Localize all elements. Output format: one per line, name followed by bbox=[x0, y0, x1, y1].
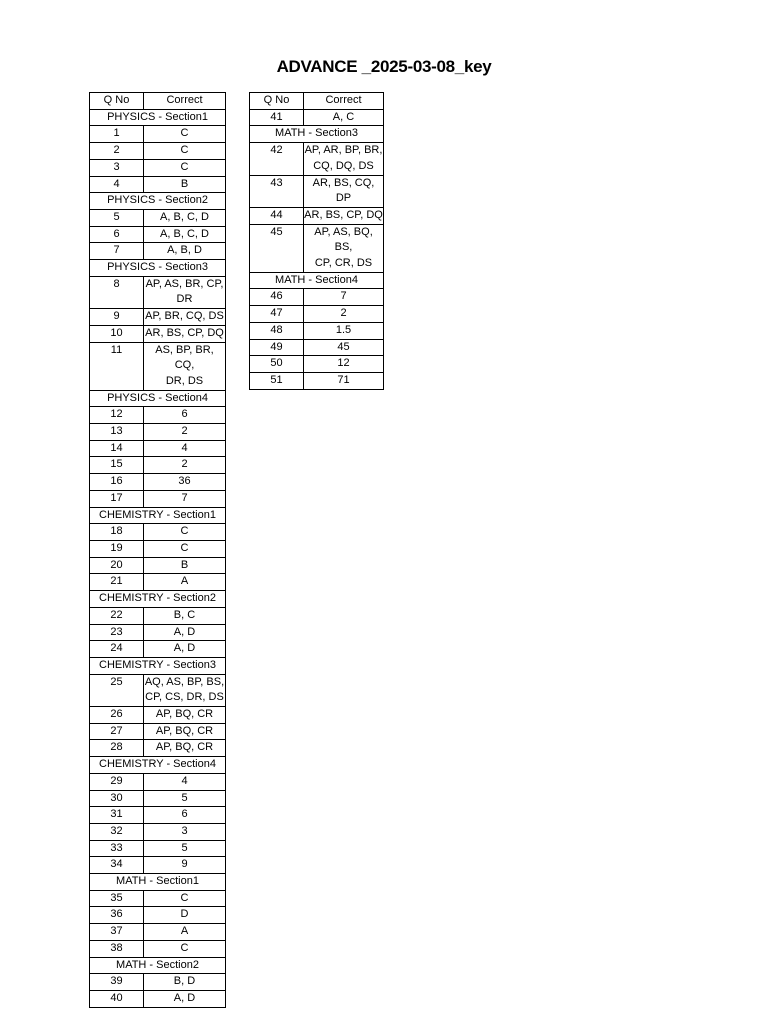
correct-answer: C bbox=[144, 524, 226, 541]
correct-answer: AP, BQ, CR bbox=[144, 740, 226, 757]
question-number: 20 bbox=[90, 557, 144, 574]
question-number: 33 bbox=[90, 840, 144, 857]
question-number: 45 bbox=[250, 224, 304, 272]
section-row bbox=[90, 507, 226, 524]
table-row bbox=[90, 940, 226, 957]
table-row bbox=[90, 490, 226, 507]
correct-answer: C bbox=[144, 126, 226, 143]
table-row bbox=[90, 557, 226, 574]
question-number: 48 bbox=[250, 322, 304, 339]
table-row bbox=[250, 109, 384, 126]
section-row bbox=[90, 957, 226, 974]
correct-answer: 36 bbox=[144, 474, 226, 491]
question-number: 29 bbox=[90, 773, 144, 790]
table-row bbox=[90, 707, 226, 724]
question-number: 13 bbox=[90, 424, 144, 441]
table-row bbox=[90, 126, 226, 143]
correct-answer: A, C bbox=[304, 109, 384, 126]
question-number: 30 bbox=[90, 790, 144, 807]
section-label: MATH - Section1 bbox=[90, 874, 226, 891]
table-row bbox=[90, 641, 226, 658]
table-row bbox=[250, 289, 384, 306]
question-number: 51 bbox=[250, 372, 304, 389]
section-row bbox=[90, 390, 226, 407]
correct-answer: B, D bbox=[144, 974, 226, 991]
question-number: 10 bbox=[90, 325, 144, 342]
section-row bbox=[90, 109, 226, 126]
correct-answer: AP, BR, CQ, DS bbox=[144, 309, 226, 326]
table-row bbox=[250, 322, 384, 339]
correct-answer: 6 bbox=[144, 407, 226, 424]
section-label: CHEMISTRY - Section4 bbox=[90, 757, 226, 774]
question-number: 35 bbox=[90, 890, 144, 907]
question-number: 2 bbox=[90, 143, 144, 160]
correct-answer: 2 bbox=[144, 457, 226, 474]
qno-header: Q No bbox=[250, 93, 304, 110]
question-number: 25 bbox=[90, 674, 144, 706]
table-row bbox=[90, 773, 226, 790]
table-row bbox=[90, 924, 226, 941]
table-row bbox=[250, 175, 384, 207]
correct-answer: AP, AR, BP, BR, CQ, DQ, DS bbox=[304, 143, 384, 175]
table-row bbox=[90, 607, 226, 624]
correct-answer: D bbox=[144, 907, 226, 924]
table-row bbox=[250, 306, 384, 323]
correct-answer: A bbox=[144, 574, 226, 591]
question-number: 16 bbox=[90, 474, 144, 491]
table-row bbox=[250, 224, 384, 272]
table-row bbox=[90, 574, 226, 591]
section-row bbox=[90, 757, 226, 774]
section-label: PHYSICS - Section4 bbox=[90, 390, 226, 407]
answer-key-table-left bbox=[89, 92, 226, 1008]
left-table-body bbox=[90, 109, 226, 1007]
section-row bbox=[90, 260, 226, 277]
question-number: 31 bbox=[90, 807, 144, 824]
correct-answer: 45 bbox=[304, 339, 384, 356]
question-number: 8 bbox=[90, 276, 144, 308]
question-number: 11 bbox=[90, 342, 144, 390]
table-row bbox=[90, 524, 226, 541]
question-number: 9 bbox=[90, 309, 144, 326]
question-number: 40 bbox=[90, 990, 144, 1007]
table-header-row bbox=[90, 93, 226, 110]
question-number: 38 bbox=[90, 940, 144, 957]
table-row bbox=[90, 723, 226, 740]
table-row bbox=[90, 243, 226, 260]
question-number: 27 bbox=[90, 723, 144, 740]
correct-answer: C bbox=[144, 940, 226, 957]
table-row bbox=[90, 740, 226, 757]
section-row bbox=[250, 272, 384, 289]
correct-answer: A, B, D bbox=[144, 243, 226, 260]
correct-answer: A bbox=[144, 924, 226, 941]
correct-answer: AS, BP, BR, CQ, DR, DS bbox=[144, 342, 226, 390]
correct-answer: 5 bbox=[144, 840, 226, 857]
correct-answer: AP, BQ, CR bbox=[144, 723, 226, 740]
table-row bbox=[90, 674, 226, 706]
qno-header: Q No bbox=[90, 93, 144, 110]
table-row bbox=[250, 339, 384, 356]
correct-header: Correct bbox=[304, 93, 384, 110]
section-label: CHEMISTRY - Section3 bbox=[90, 657, 226, 674]
table-row bbox=[90, 407, 226, 424]
correct-answer: 4 bbox=[144, 440, 226, 457]
table-row bbox=[90, 226, 226, 243]
answer-key-table-right bbox=[249, 92, 384, 390]
correct-answer: AR, BS, CP, DQ bbox=[144, 325, 226, 342]
table-row bbox=[90, 907, 226, 924]
question-number: 17 bbox=[90, 490, 144, 507]
table-row bbox=[90, 890, 226, 907]
table-row bbox=[90, 807, 226, 824]
correct-answer: 7 bbox=[144, 490, 226, 507]
correct-answer: 7 bbox=[304, 289, 384, 306]
table-row bbox=[90, 624, 226, 641]
correct-answer: 71 bbox=[304, 372, 384, 389]
correct-answer: 2 bbox=[144, 424, 226, 441]
correct-answer: A, B, C, D bbox=[144, 226, 226, 243]
question-number: 43 bbox=[250, 175, 304, 207]
section-label: PHYSICS - Section3 bbox=[90, 260, 226, 277]
correct-answer: AQ, AS, BP, BS, CP, CS, DR, DS bbox=[144, 674, 226, 706]
correct-answer: C bbox=[144, 143, 226, 160]
table-row bbox=[90, 309, 226, 326]
section-label: MATH - Section2 bbox=[90, 957, 226, 974]
question-number: 41 bbox=[250, 109, 304, 126]
question-number: 3 bbox=[90, 159, 144, 176]
section-label: MATH - Section3 bbox=[250, 126, 384, 143]
question-number: 4 bbox=[90, 176, 144, 193]
table-row bbox=[90, 974, 226, 991]
correct-answer: 12 bbox=[304, 356, 384, 373]
table-row bbox=[90, 176, 226, 193]
question-number: 12 bbox=[90, 407, 144, 424]
correct-header: Correct bbox=[144, 93, 226, 110]
correct-answer: B bbox=[144, 557, 226, 574]
section-row bbox=[90, 657, 226, 674]
question-number: 49 bbox=[250, 339, 304, 356]
section-row bbox=[90, 193, 226, 210]
table-row bbox=[90, 840, 226, 857]
table-row bbox=[90, 857, 226, 874]
correct-answer: AP, AS, BR, CP, DR bbox=[144, 276, 226, 308]
table-row bbox=[250, 356, 384, 373]
section-label: CHEMISTRY - Section1 bbox=[90, 507, 226, 524]
table-row bbox=[90, 342, 226, 390]
correct-answer: AP, BQ, CR bbox=[144, 707, 226, 724]
question-number: 37 bbox=[90, 924, 144, 941]
table-row bbox=[90, 325, 226, 342]
table-row bbox=[90, 159, 226, 176]
section-label: PHYSICS - Section1 bbox=[90, 109, 226, 126]
table-row bbox=[250, 372, 384, 389]
section-row bbox=[250, 126, 384, 143]
question-number: 23 bbox=[90, 624, 144, 641]
table-row bbox=[90, 209, 226, 226]
table-row bbox=[250, 207, 384, 224]
correct-answer: AR, BS, CP, DQ bbox=[304, 207, 384, 224]
question-number: 22 bbox=[90, 607, 144, 624]
table-row bbox=[90, 424, 226, 441]
correct-answer: AR, BS, CQ, DP bbox=[304, 175, 384, 207]
question-number: 26 bbox=[90, 707, 144, 724]
question-number: 34 bbox=[90, 857, 144, 874]
page-title: ADVANCE _2025-03-08_key bbox=[276, 57, 492, 76]
table-row bbox=[90, 440, 226, 457]
question-number: 24 bbox=[90, 641, 144, 658]
correct-answer: 5 bbox=[144, 790, 226, 807]
question-number: 21 bbox=[90, 574, 144, 591]
question-number: 39 bbox=[90, 974, 144, 991]
question-number: 19 bbox=[90, 540, 144, 557]
question-number: 42 bbox=[250, 143, 304, 175]
question-number: 46 bbox=[250, 289, 304, 306]
question-number: 36 bbox=[90, 907, 144, 924]
correct-answer: 4 bbox=[144, 773, 226, 790]
table-row bbox=[90, 823, 226, 840]
correct-answer: A, D bbox=[144, 990, 226, 1007]
table-row bbox=[90, 457, 226, 474]
section-label: PHYSICS - Section2 bbox=[90, 193, 226, 210]
question-number: 32 bbox=[90, 823, 144, 840]
question-number: 47 bbox=[250, 306, 304, 323]
table-row bbox=[90, 143, 226, 160]
correct-answer: A, B, C, D bbox=[144, 209, 226, 226]
question-number: 50 bbox=[250, 356, 304, 373]
question-number: 5 bbox=[90, 209, 144, 226]
correct-answer: 1.5 bbox=[304, 322, 384, 339]
correct-answer: 9 bbox=[144, 857, 226, 874]
table-row bbox=[250, 143, 384, 175]
correct-answer: C bbox=[144, 159, 226, 176]
correct-answer: 6 bbox=[144, 807, 226, 824]
table-row bbox=[90, 990, 226, 1007]
table-row bbox=[90, 276, 226, 308]
table-header-row bbox=[250, 93, 384, 110]
correct-answer: B, C bbox=[144, 607, 226, 624]
right-table-body bbox=[250, 109, 384, 389]
correct-answer: 2 bbox=[304, 306, 384, 323]
section-row bbox=[90, 591, 226, 608]
table-row bbox=[90, 790, 226, 807]
correct-answer: AP, AS, BQ, BS, CP, CR, DS bbox=[304, 224, 384, 272]
question-number: 18 bbox=[90, 524, 144, 541]
correct-answer: C bbox=[144, 540, 226, 557]
question-number: 15 bbox=[90, 457, 144, 474]
question-number: 1 bbox=[90, 126, 144, 143]
correct-answer: 3 bbox=[144, 823, 226, 840]
question-number: 7 bbox=[90, 243, 144, 260]
table-row bbox=[90, 540, 226, 557]
correct-answer: B bbox=[144, 176, 226, 193]
correct-answer: A, D bbox=[144, 641, 226, 658]
section-label: CHEMISTRY - Section2 bbox=[90, 591, 226, 608]
correct-answer: A, D bbox=[144, 624, 226, 641]
correct-answer: C bbox=[144, 890, 226, 907]
section-row bbox=[90, 874, 226, 891]
question-number: 14 bbox=[90, 440, 144, 457]
table-row bbox=[90, 474, 226, 491]
question-number: 28 bbox=[90, 740, 144, 757]
question-number: 44 bbox=[250, 207, 304, 224]
section-label: MATH - Section4 bbox=[250, 272, 384, 289]
question-number: 6 bbox=[90, 226, 144, 243]
